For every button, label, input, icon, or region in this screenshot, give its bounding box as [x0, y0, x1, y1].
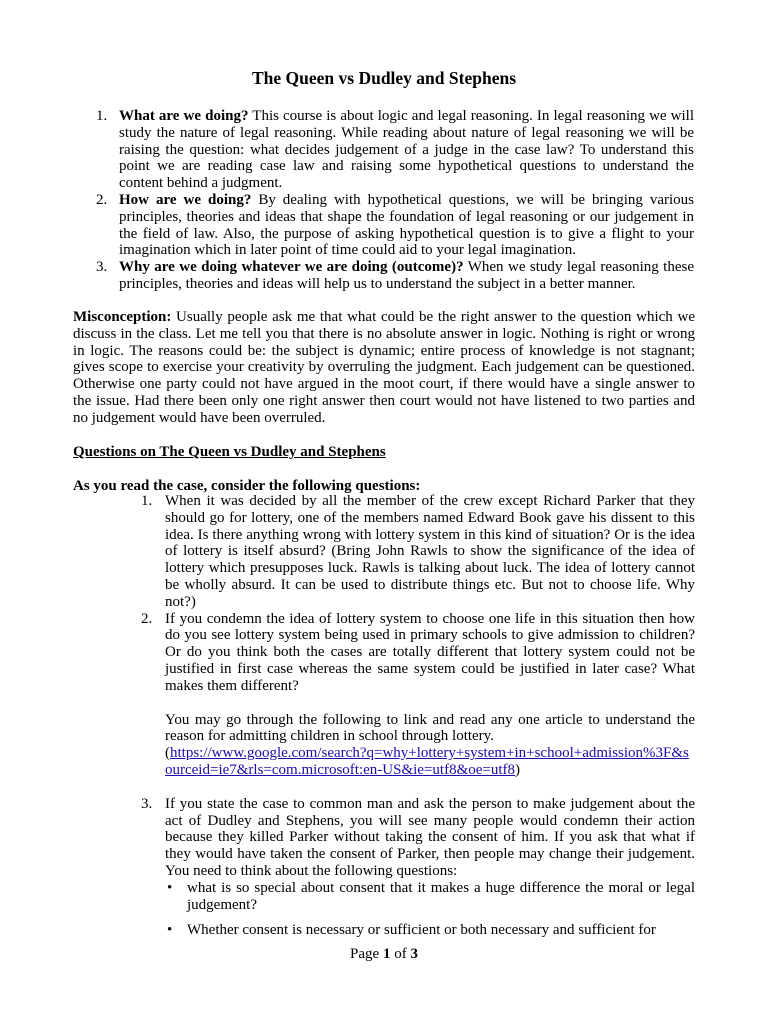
intro-item-text: When we study legal reasoning these principles, theories and ideas will help us to understand the subject in a better manner. [119, 259, 694, 292]
question-number: 1. [141, 493, 153, 509]
intro-item-number: 3. [96, 259, 108, 276]
questions-heading: Questions on The Queen vs Dudley and Stephens [73, 444, 386, 460]
question-extra-text: You may go through the following to link and read any one article to understand the reason for admitting children in school through lottery. [165, 711, 695, 745]
question-text: If you state the case to common man and ask the person to make judgement about the act of Dudley and Stephens, you will see many people would condemn their action because they killed Parker without taking the consent of him. If you ask that what if they would have taken the consent of Parker, then people may change their judgement. You need to think about the following questions: [165, 795, 695, 879]
intro-item-text: This course is about logic and legal reasoning. In legal reasoning we will study the nature of legal reasoning. While reading about nature of legal reasoning we will be raising the question: what decides judgement of a judge in the case law? To understand this point we are reading case law and raising some hypothetical questions to understand the content behind a judgment. [119, 108, 694, 192]
page-number: 1 [382, 946, 391, 962]
intro-item-text: By dealing with hypothetical questions, we will be bringing various principles, theories and ideas that shape the foundation of legal reasoning or our judgement in the field of law. Also, the purpose of asking hypothetical question is to give a flight to your imagination which in later point of time could aid to your legal imagination. [119, 191, 695, 259]
misconception-paragraph [73, 309, 695, 427]
bullet-text: Whether consent is necessary or sufficient or both necessary and sufficient for [187, 922, 656, 939]
bullet-icon: • [167, 922, 173, 939]
questions-list [141, 493, 695, 939]
misconception-text: Usually people ask me that what could be the right answer to the question which we discuss in the class. Let me tell you that there is no absolute answer in logic. Nothing is right or wrong in logic. The reasons could be: the subject is dynamic; entire process of knowledge is not stagnant; gives scope to exercise your creativity by overruling the judgment. Each judgement can be questioned. Otherwise one party could not have argued in the moot court, if there would have a single answer to the issue. Had there been only one right answer then court would not have listened to two parties and no judgement would have been overruled. [73, 309, 695, 426]
as-you-read-heading: As you read the case, consider the following questions: [73, 478, 421, 494]
question-text: If you condemn the idea of lottery system to choose one life in this situation then how do you see lottery system being used in primary schools to give admission to children? Or do you think both the cases are totally different that lottery system could not be justified in first case whereas the same system could be justified in later case? What makes them different? [165, 610, 695, 694]
consent-bullets [165, 880, 695, 939]
intro-item-lead: Why are we doing whatever we are doing (outcome)? [119, 259, 464, 276]
reference-link[interactable]: https://www.google.com/search?q=why+lottery+system+in+school+admission%3F&sourceid=ie7&rls=com.microsoft:en-US&ie=utf8&oe=utf8 [165, 745, 689, 778]
page-word: Page [350, 946, 383, 962]
question-number: 2. [141, 610, 153, 627]
bullet-text: what is so special about consent that it makes a huge difference the moral or legal judgement? [187, 879, 695, 913]
intro-item-2 [96, 192, 694, 259]
question-item-1 [141, 493, 695, 611]
intro-item-1 [96, 108, 694, 192]
reference-link-line [165, 745, 695, 779]
intro-item-3 [96, 259, 694, 293]
misconception-lead: Misconception: [73, 309, 172, 325]
intro-item-number: 1. [96, 108, 108, 124]
bullet-icon: • [167, 879, 173, 896]
page-footer [0, 946, 768, 963]
page-total: 3 [410, 946, 418, 962]
document-title: The Queen vs Dudley and Stephens [251, 68, 517, 88]
intro-item-number: 2. [96, 191, 108, 208]
question-item-2 [141, 611, 695, 796]
intro-item-lead: How are we doing? [119, 191, 252, 208]
question-text: When it was decided by all the member of the crew except Richard Parker that they should go for lottery, one of the members named Edward Book gave his dissent to this idea. Is there anything wrong with lottery system in this kind of situation? Or is the idea of lottery is itself absurd? (Bring John Rawls to show the significance of the idea of lottery which presupposes luck. Rawls is talking about luck. The idea of lottery cannot be wholly absurd. It can be used to distribute things etc. But not to choose life. Why not?) [165, 493, 695, 610]
link-close-paren: ) [515, 761, 521, 778]
of-word: of [390, 946, 411, 962]
bullet-item [165, 922, 695, 939]
bullet-item [165, 880, 695, 914]
intro-item-lead: What are we doing? [119, 108, 249, 124]
intro-list [96, 108, 694, 293]
link-open-paren: ( [165, 745, 170, 762]
question-number: 3. [141, 795, 153, 812]
question-item-3 [141, 796, 695, 880]
